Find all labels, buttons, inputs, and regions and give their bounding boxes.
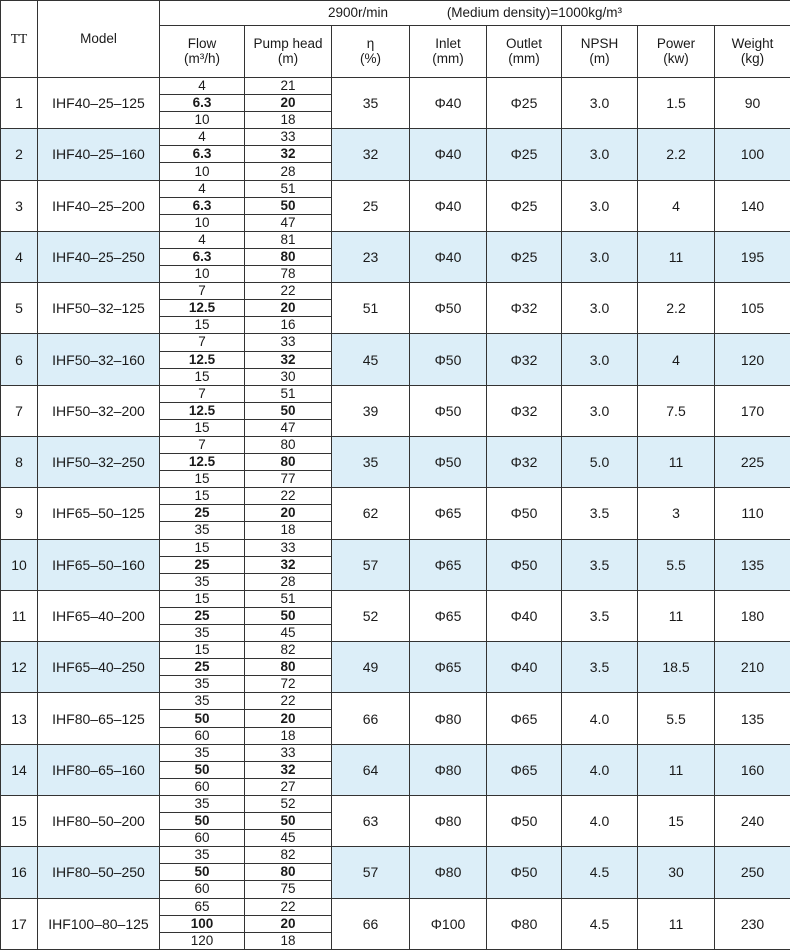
efficiency-cell: 35 <box>332 78 410 129</box>
power-cell: 1.5 <box>638 78 715 129</box>
npsh-cell: 4.0 <box>562 693 638 744</box>
flow-cell: 35 <box>160 676 245 693</box>
head-cell: 20 <box>245 300 332 317</box>
tt-cell: 5 <box>1 283 38 334</box>
head-cell: 47 <box>245 419 332 436</box>
table-row <box>1 385 790 402</box>
model-cell: IHF65–50–160 <box>38 539 160 590</box>
head-cell: 32 <box>245 146 332 163</box>
head-cell: 22 <box>245 283 332 300</box>
flow-cell: 25 <box>160 659 245 676</box>
head-cell: 82 <box>245 847 332 864</box>
tt-cell: 2 <box>1 129 38 180</box>
inlet-cell: Φ40 <box>410 180 487 231</box>
npsh-cell: 3.0 <box>562 129 638 180</box>
head-cell: 80 <box>245 864 332 881</box>
weight-cell: 210 <box>715 642 790 693</box>
outlet-cell: Φ40 <box>487 590 562 641</box>
flow-cell: 60 <box>160 778 245 795</box>
flow-cell: 60 <box>160 881 245 898</box>
weight-cell: 180 <box>715 590 790 641</box>
head-cell: 77 <box>245 471 332 488</box>
npsh-cell: 3.5 <box>562 539 638 590</box>
efficiency-cell: 45 <box>332 334 410 385</box>
efficiency-cell: 39 <box>332 385 410 436</box>
efficiency-cell: 51 <box>332 283 410 334</box>
power-cell: 5.5 <box>638 693 715 744</box>
power-cell: 18.5 <box>638 642 715 693</box>
efficiency-cell: 64 <box>332 744 410 795</box>
flow-cell: 65 <box>160 898 245 915</box>
outlet-cell: Φ32 <box>487 436 562 487</box>
flow-cell: 35 <box>160 744 245 761</box>
inlet-cell: Φ50 <box>410 283 487 334</box>
efficiency-cell: 35 <box>332 436 410 487</box>
flow-cell: 35 <box>160 847 245 864</box>
inlet-header: Inlet (mm) <box>410 26 487 78</box>
power-cell: 15 <box>638 795 715 846</box>
table-row <box>1 129 790 146</box>
head-cell: 20 <box>245 505 332 522</box>
head-cell: 80 <box>245 659 332 676</box>
inlet-cell: Φ40 <box>410 231 487 282</box>
outlet-cell: Φ25 <box>487 180 562 231</box>
outlet-cell: Φ50 <box>487 795 562 846</box>
table-row <box>1 231 790 248</box>
head-cell: 47 <box>245 214 332 231</box>
flow-cell: 4 <box>160 129 245 146</box>
table-row <box>1 795 790 812</box>
outlet-cell: Φ65 <box>487 744 562 795</box>
table-row <box>1 436 790 453</box>
weight-cell: 105 <box>715 283 790 334</box>
tt-cell: 15 <box>1 795 38 846</box>
flow-cell: 15 <box>160 642 245 659</box>
table-row <box>1 693 790 710</box>
power-cell: 3 <box>638 488 715 539</box>
tt-cell: 7 <box>1 385 38 436</box>
weight-cell: 250 <box>715 847 790 898</box>
flow-cell: 25 <box>160 607 245 624</box>
head-cell: 33 <box>245 129 332 146</box>
head-cell: 50 <box>245 607 332 624</box>
tt-cell: 3 <box>1 180 38 231</box>
flow-cell: 35 <box>160 795 245 812</box>
efficiency-cell: 63 <box>332 795 410 846</box>
speed-label: 2900r/min <box>328 4 389 20</box>
flow-cell: 10 <box>160 266 245 283</box>
npsh-cell: 3.0 <box>562 231 638 282</box>
npsh-cell: 3.5 <box>562 590 638 641</box>
tt-cell: 1 <box>1 78 38 129</box>
outlet-cell: Φ25 <box>487 231 562 282</box>
table-row <box>1 78 790 95</box>
tt-cell: 8 <box>1 436 38 487</box>
flow-cell: 100 <box>160 915 245 932</box>
head-cell: 80 <box>245 248 332 265</box>
weight-cell: 140 <box>715 180 790 231</box>
flow-cell: 50 <box>160 761 245 778</box>
head-cell: 32 <box>245 761 332 778</box>
head-cell: 81 <box>245 231 332 248</box>
outlet-cell: Φ65 <box>487 693 562 744</box>
model-cell: IHF40–25–200 <box>38 180 160 231</box>
head-cell: 45 <box>245 625 332 642</box>
head-cell: 51 <box>245 180 332 197</box>
tt-cell: 16 <box>1 847 38 898</box>
inlet-cell: Φ65 <box>410 642 487 693</box>
inlet-cell: Φ80 <box>410 693 487 744</box>
head-cell: 51 <box>245 385 332 402</box>
npsh-cell: 3.5 <box>562 488 638 539</box>
model-cell: IHF40–25–160 <box>38 129 160 180</box>
outlet-cell: Φ32 <box>487 385 562 436</box>
model-cell: IHF50–32–160 <box>38 334 160 385</box>
head-cell: 51 <box>245 590 332 607</box>
table-row <box>1 539 790 556</box>
table-row <box>1 488 790 505</box>
head-cell: 32 <box>245 556 332 573</box>
model-cell: IHF80–65–160 <box>38 744 160 795</box>
weight-cell: 135 <box>715 539 790 590</box>
head-cell: 22 <box>245 488 332 505</box>
power-header: Power (kw) <box>638 26 715 78</box>
efficiency-header: η (%) <box>332 26 410 78</box>
inlet-cell: Φ100 <box>410 898 487 950</box>
weight-cell: 240 <box>715 795 790 846</box>
weight-cell: 170 <box>715 385 790 436</box>
head-cell: 82 <box>245 642 332 659</box>
table-row <box>1 334 790 351</box>
outlet-cell: Φ25 <box>487 129 562 180</box>
head-cell: 21 <box>245 78 332 95</box>
tt-cell: 12 <box>1 642 38 693</box>
power-cell: 4 <box>638 334 715 385</box>
head-cell: 33 <box>245 334 332 351</box>
head-cell: 50 <box>245 197 332 214</box>
outlet-cell: Φ40 <box>487 642 562 693</box>
model-cell: IHF100–80–125 <box>38 898 160 950</box>
npsh-cell: 3.0 <box>562 180 638 231</box>
outlet-cell: Φ32 <box>487 334 562 385</box>
power-cell: 11 <box>638 436 715 487</box>
weight-cell: 135 <box>715 693 790 744</box>
flow-cell: 7 <box>160 385 245 402</box>
model-cell: IHF40–25–125 <box>38 78 160 129</box>
flow-cell: 60 <box>160 830 245 847</box>
power-cell: 11 <box>638 744 715 795</box>
flow-cell: 12.5 <box>160 454 245 471</box>
tt-cell: 17 <box>1 898 38 950</box>
tt-cell: 11 <box>1 590 38 641</box>
inlet-cell: Φ50 <box>410 334 487 385</box>
power-cell: 5.5 <box>638 539 715 590</box>
outlet-cell: Φ50 <box>487 488 562 539</box>
flow-cell: 35 <box>160 522 245 539</box>
power-cell: 11 <box>638 898 715 950</box>
inlet-cell: Φ50 <box>410 436 487 487</box>
flow-cell: 6.3 <box>160 146 245 163</box>
table-row <box>1 283 790 300</box>
head-cell: 80 <box>245 436 332 453</box>
weight-cell: 195 <box>715 231 790 282</box>
flow-cell: 50 <box>160 813 245 830</box>
tt-header: TT <box>1 1 38 78</box>
inlet-cell: Φ40 <box>410 78 487 129</box>
npsh-cell: 3.5 <box>562 642 638 693</box>
head-cell: 28 <box>245 163 332 180</box>
spec-table-body <box>1 78 790 950</box>
model-cell: IHF50–32–200 <box>38 385 160 436</box>
model-cell: IHF80–65–125 <box>38 693 160 744</box>
flow-cell: 12.5 <box>160 300 245 317</box>
table-row <box>1 744 790 761</box>
inlet-cell: Φ80 <box>410 795 487 846</box>
flow-cell: 15 <box>160 590 245 607</box>
weight-cell: 225 <box>715 436 790 487</box>
head-cell: 78 <box>245 266 332 283</box>
flow-cell: 35 <box>160 573 245 590</box>
head-cell: 50 <box>245 402 332 419</box>
flow-cell: 4 <box>160 180 245 197</box>
npsh-cell: 3.0 <box>562 78 638 129</box>
head-cell: 45 <box>245 830 332 847</box>
npsh-cell: 3.0 <box>562 334 638 385</box>
power-cell: 4 <box>638 180 715 231</box>
head-cell: 80 <box>245 454 332 471</box>
flow-cell: 15 <box>160 317 245 334</box>
flow-cell: 15 <box>160 368 245 385</box>
flow-cell: 25 <box>160 505 245 522</box>
inlet-cell: Φ40 <box>410 129 487 180</box>
outlet-cell: Φ50 <box>487 847 562 898</box>
flow-cell: 120 <box>160 932 245 949</box>
head-cell: 20 <box>245 915 332 932</box>
power-cell: 30 <box>638 847 715 898</box>
weight-cell: 120 <box>715 334 790 385</box>
head-cell: 18 <box>245 112 332 129</box>
inlet-cell: Φ80 <box>410 847 487 898</box>
table-row <box>1 847 790 864</box>
power-cell: 2.2 <box>638 283 715 334</box>
tt-cell: 6 <box>1 334 38 385</box>
model-cell: IHF50–32–125 <box>38 283 160 334</box>
efficiency-cell: 23 <box>332 231 410 282</box>
tt-cell: 14 <box>1 744 38 795</box>
head-cell: 22 <box>245 693 332 710</box>
head-cell: 75 <box>245 881 332 898</box>
outlet-cell: Φ25 <box>487 78 562 129</box>
inlet-cell: Φ65 <box>410 539 487 590</box>
weight-cell: 230 <box>715 898 790 950</box>
flow-cell: 12.5 <box>160 351 245 368</box>
model-cell: IHF80–50–250 <box>38 847 160 898</box>
table-row <box>1 180 790 197</box>
flow-cell: 12.5 <box>160 402 245 419</box>
npsh-cell: 4.5 <box>562 847 638 898</box>
inlet-cell: Φ65 <box>410 590 487 641</box>
outlet-cell: Φ50 <box>487 539 562 590</box>
outlet-cell: Φ32 <box>487 283 562 334</box>
flow-cell: 7 <box>160 334 245 351</box>
inlet-cell: Φ80 <box>410 744 487 795</box>
head-cell: 33 <box>245 539 332 556</box>
efficiency-cell: 57 <box>332 847 410 898</box>
weight-header: Weight (kg) <box>715 26 790 78</box>
flow-cell: 50 <box>160 864 245 881</box>
npsh-cell: 5.0 <box>562 436 638 487</box>
npsh-cell: 3.0 <box>562 385 638 436</box>
flow-cell: 15 <box>160 419 245 436</box>
flow-cell: 15 <box>160 488 245 505</box>
model-header: Model <box>38 1 160 78</box>
head-cell: 33 <box>245 744 332 761</box>
head-cell: 22 <box>245 898 332 915</box>
flow-cell: 10 <box>160 163 245 180</box>
head-cell: 20 <box>245 710 332 727</box>
table-row <box>1 590 790 607</box>
power-cell: 2.2 <box>638 129 715 180</box>
efficiency-cell: 62 <box>332 488 410 539</box>
tt-cell: 4 <box>1 231 38 282</box>
head-cell: 28 <box>245 573 332 590</box>
efficiency-cell: 66 <box>332 898 410 950</box>
flow-cell: 7 <box>160 283 245 300</box>
flow-cell: 60 <box>160 727 245 744</box>
npsh-cell: 4.5 <box>562 898 638 950</box>
weight-cell: 90 <box>715 78 790 129</box>
flow-cell: 6.3 <box>160 95 245 112</box>
flow-cell: 15 <box>160 471 245 488</box>
flow-cell: 35 <box>160 693 245 710</box>
inlet-cell: Φ65 <box>410 488 487 539</box>
weight-cell: 110 <box>715 488 790 539</box>
power-cell: 11 <box>638 231 715 282</box>
power-cell: 11 <box>638 590 715 641</box>
flow-cell: 35 <box>160 625 245 642</box>
density-label: (Medium density)=1000kg/m³ <box>446 4 623 20</box>
model-cell: IHF65–40–250 <box>38 642 160 693</box>
npsh-cell: 3.0 <box>562 283 638 334</box>
efficiency-cell: 25 <box>332 180 410 231</box>
flow-cell: 4 <box>160 231 245 248</box>
head-cell: 32 <box>245 351 332 368</box>
head-cell: 18 <box>245 932 332 949</box>
outlet-cell: Φ80 <box>487 898 562 950</box>
head-cell: 18 <box>245 522 332 539</box>
model-cell: IHF50–32–250 <box>38 436 160 487</box>
head-cell: 52 <box>245 795 332 812</box>
efficiency-cell: 57 <box>332 539 410 590</box>
efficiency-cell: 49 <box>332 642 410 693</box>
power-cell: 7.5 <box>638 385 715 436</box>
flow-cell: 15 <box>160 539 245 556</box>
inlet-cell: Φ50 <box>410 385 487 436</box>
head-cell: 72 <box>245 676 332 693</box>
model-cell: IHF65–40–200 <box>38 590 160 641</box>
flow-cell: 50 <box>160 710 245 727</box>
npsh-header: NPSH (m) <box>562 26 638 78</box>
flow-cell: 7 <box>160 436 245 453</box>
tt-cell: 13 <box>1 693 38 744</box>
head-cell: 18 <box>245 727 332 744</box>
npsh-cell: 4.0 <box>562 744 638 795</box>
model-cell: IHF40–25–250 <box>38 231 160 282</box>
weight-cell: 160 <box>715 744 790 795</box>
npsh-cell: 4.0 <box>562 795 638 846</box>
head-cell: 30 <box>245 368 332 385</box>
head-cell: 20 <box>245 95 332 112</box>
flow-cell: 6.3 <box>160 197 245 214</box>
flow-cell: 4 <box>160 78 245 95</box>
pump-head-header: Pump head (m) <box>245 26 332 78</box>
flow-cell: 25 <box>160 556 245 573</box>
head-cell: 27 <box>245 778 332 795</box>
tt-cell: 10 <box>1 539 38 590</box>
efficiency-cell: 66 <box>332 693 410 744</box>
weight-cell: 100 <box>715 129 790 180</box>
table-row <box>1 898 790 915</box>
efficiency-cell: 32 <box>332 129 410 180</box>
flow-header: Flow (m³/h) <box>160 26 245 78</box>
model-cell: IHF65–50–125 <box>38 488 160 539</box>
head-cell: 50 <box>245 813 332 830</box>
outlet-header: Outlet (mm) <box>487 26 562 78</box>
flow-cell: 10 <box>160 214 245 231</box>
head-cell: 16 <box>245 317 332 334</box>
operating-conditions-header <box>160 1 790 26</box>
tt-cell: 9 <box>1 488 38 539</box>
flow-cell: 10 <box>160 112 245 129</box>
table-row <box>1 642 790 659</box>
flow-cell: 6.3 <box>160 248 245 265</box>
efficiency-cell: 52 <box>332 590 410 641</box>
model-cell: IHF80–50–200 <box>38 795 160 846</box>
